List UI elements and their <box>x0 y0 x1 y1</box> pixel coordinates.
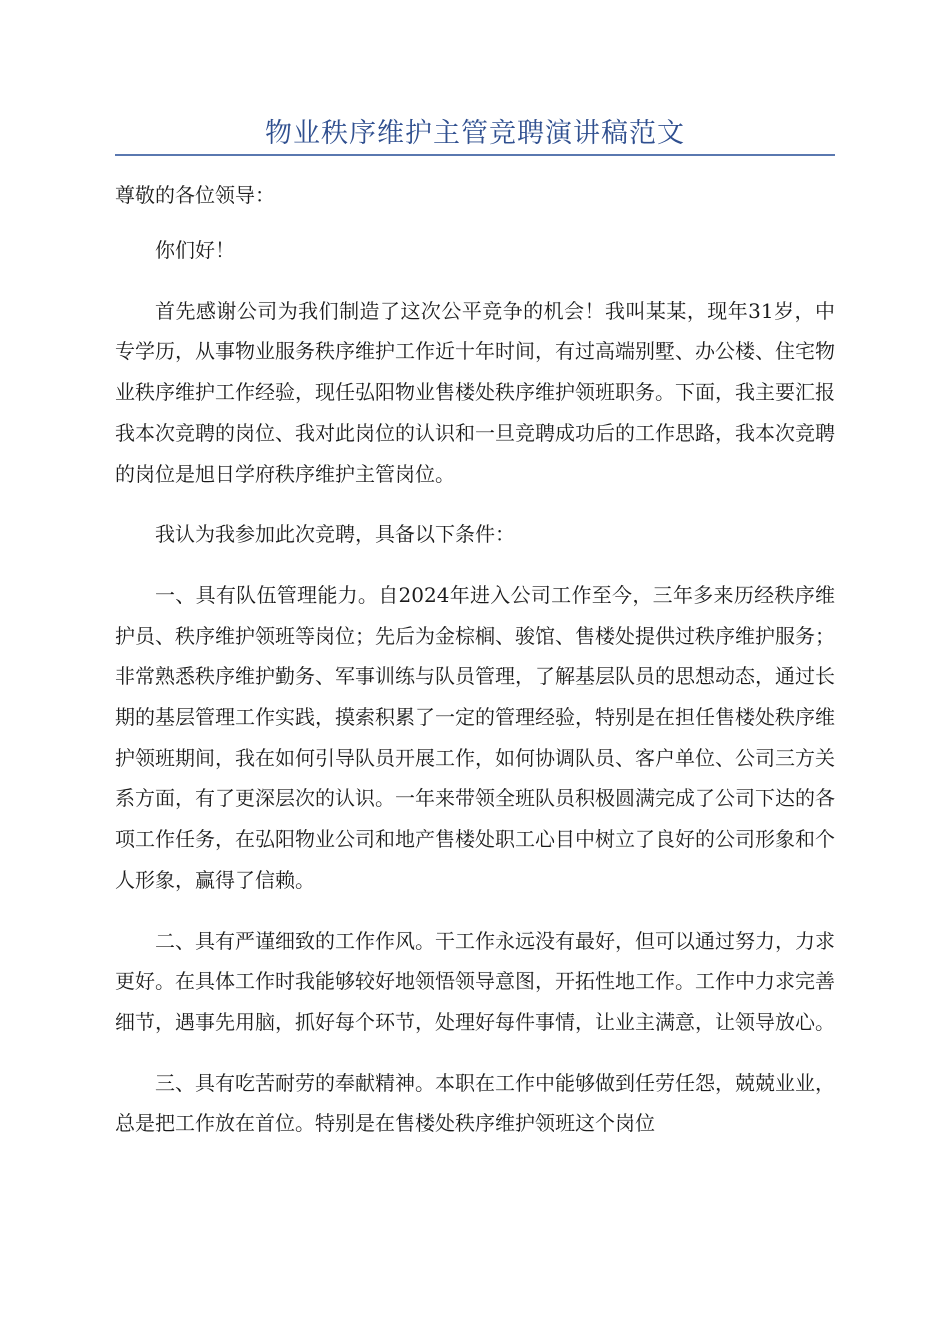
greeting: 你们好！ <box>155 238 235 262</box>
paragraph-point-two: 二、具有严谨细致的工作作风。干工作永远没有最好，但可以通过努力，力求更好。在具体工作时我能够较好地领悟领导意图，开拓性地工作。工作中力求完善细节，遇事先用脑，抓好每个环节，处理好每件事情，让业主满意，让领导放心。 <box>115 928 835 1034</box>
salutation: 尊敬的各位领导： <box>115 183 275 207</box>
paragraph-point-one: 一、具有队伍管理能力。自2024年进入公司工作至今，三年多来历经秩序维护员、秩序维护领班等岗位；先后为金棕榈、骏馆、售楼处提供过秩序维护服务；非常熟悉秩序维护勤务、军事训练与队员管理，了解基层队员的思想动态，通过长期的基层管理工作实践，摸索积累了一定的管理经验，特别是在担任售楼处秩序维护领班期间，我在如何引导队员开展工作，如何协调队员、客户单位、公司三方关系方面，有了更深层次的认识。一年来带领全班队员积极圆满完成了公司下达的各项工作任务，在弘阳物业公司和地产售楼处职工心目中树立了良好的公司形象和个人形象，赢得了信赖。 <box>115 582 835 892</box>
paragraph-conditions: 我认为我参加此次竞聘，具备以下条件： <box>155 522 515 547</box>
title-underline <box>115 154 835 156</box>
document-body <box>115 173 835 1144</box>
paragraph-point-three: 三、具有吃苦耐劳的奉献精神。本职在工作中能够做到任劳任怨，兢兢业业，总是把工作放在首位。特别是在售楼处秩序维护领班这个岗位 <box>115 1070 835 1136</box>
paragraph-intro: 首先感谢公司为我们制造了这次公平竞争的机会！我叫某某，现年31岁，中专学历，从事物业服务秩序维护工作近十年时间，有过高端别墅、办公楼、住宅物业秩序维护工作经验，现任弘阳物业售楼处秩序维护领班职务。下面，我主要汇报我本次竞聘的岗位、我对此岗位的认识和一旦竞聘成功后的工作思路，我本次竞聘的岗位是旭日学府秩序维护主管岗位。 <box>115 298 835 486</box>
page-title: 物业秩序维护主管竞聘演讲稿范文 <box>265 118 685 149</box>
